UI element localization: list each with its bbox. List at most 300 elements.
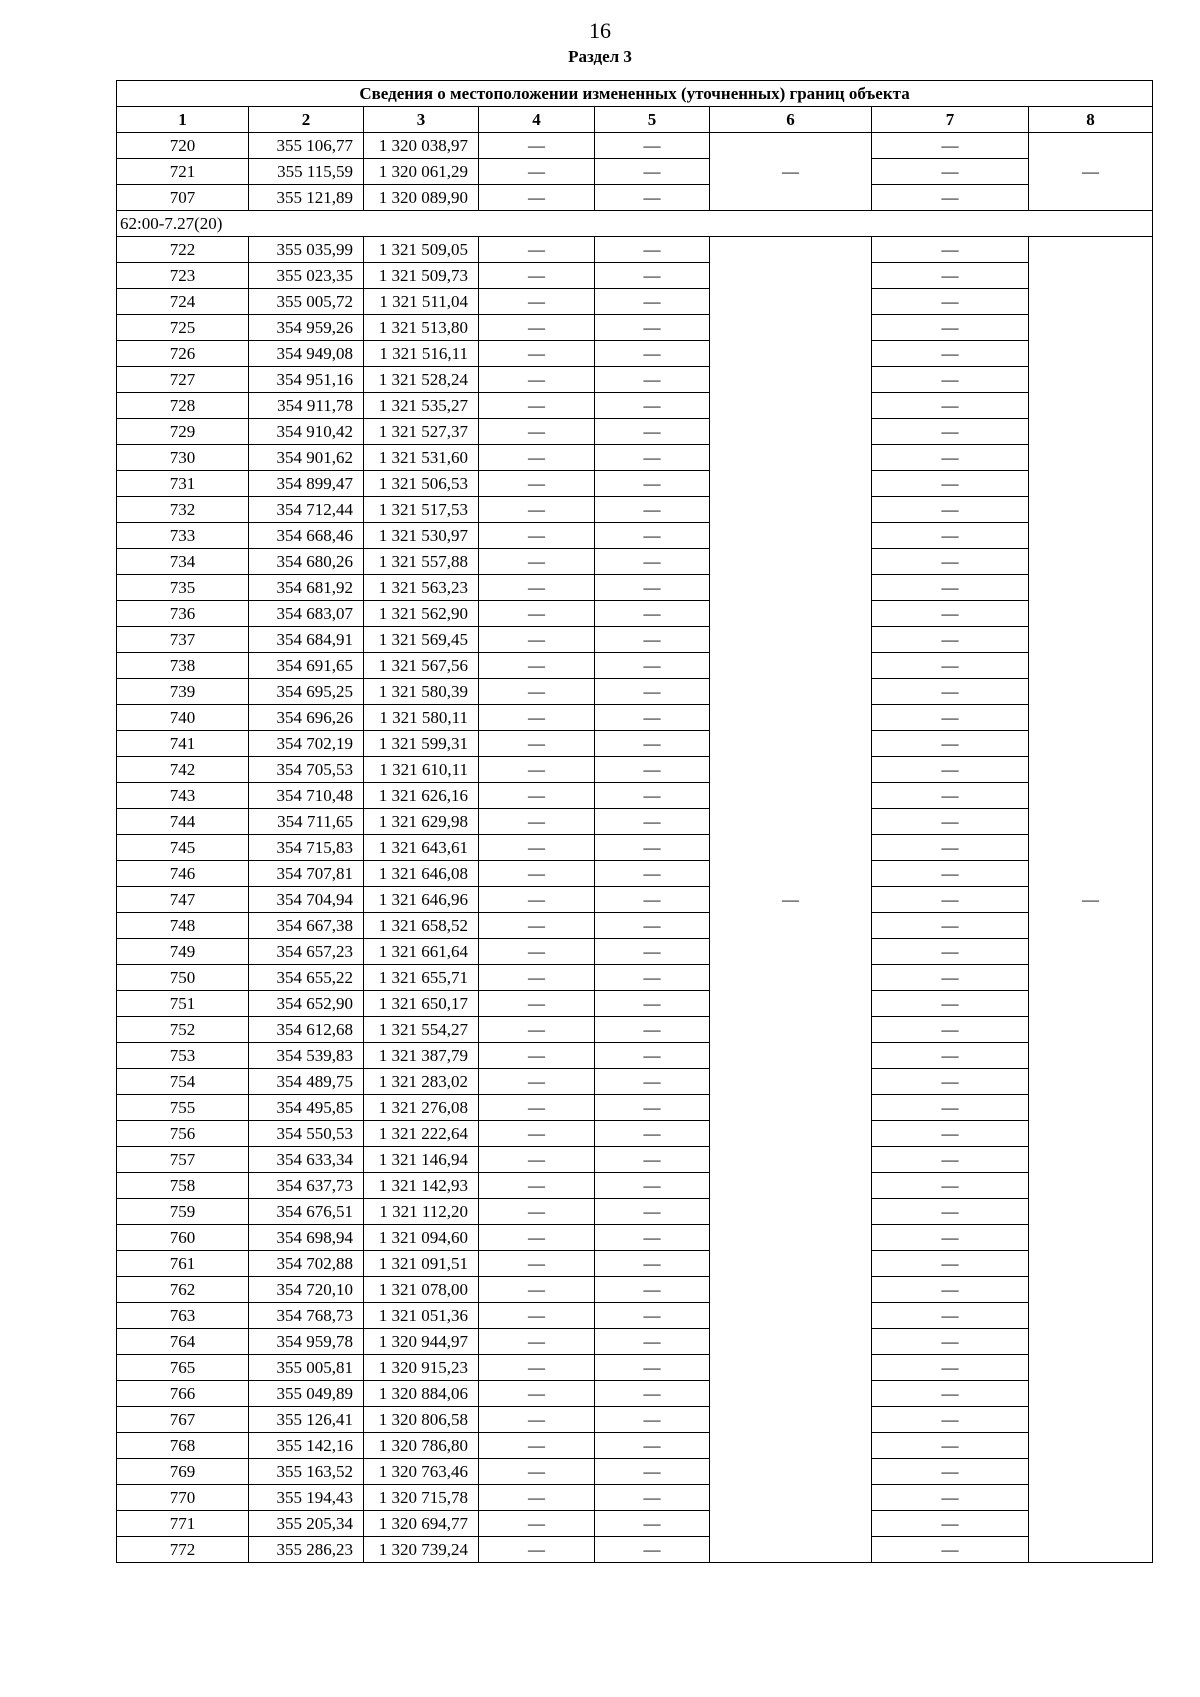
column-4-value: — <box>479 1199 595 1225</box>
coordinate-x: 354 910,42 <box>249 419 364 445</box>
table-row <box>117 1225 1153 1251</box>
column-5-value: — <box>595 523 710 549</box>
table-row <box>117 289 1153 315</box>
coordinate-x: 354 680,26 <box>249 549 364 575</box>
coordinate-y: 1 321 509,73 <box>364 263 479 289</box>
table-row <box>117 159 1153 185</box>
column-4-value: — <box>479 1225 595 1251</box>
point-number: 737 <box>117 627 249 653</box>
coordinate-y: 1 321 511,04 <box>364 289 479 315</box>
coordinate-x: 355 126,41 <box>249 1407 364 1433</box>
column-4-value: — <box>479 1407 595 1433</box>
coordinate-y: 1 321 142,93 <box>364 1173 479 1199</box>
column-7-value: — <box>872 1433 1029 1459</box>
column-4-value: — <box>479 705 595 731</box>
coordinate-y: 1 320 715,78 <box>364 1485 479 1511</box>
column-4-value: — <box>479 939 595 965</box>
coordinate-x: 354 899,47 <box>249 471 364 497</box>
column-5-value: — <box>595 991 710 1017</box>
column-4-value: — <box>479 367 595 393</box>
column-7-value: — <box>872 783 1029 809</box>
coordinate-x: 354 702,88 <box>249 1251 364 1277</box>
point-number: 725 <box>117 315 249 341</box>
column-4-value: — <box>479 1433 595 1459</box>
coordinate-y: 1 321 094,60 <box>364 1225 479 1251</box>
column-4-value: — <box>479 757 595 783</box>
column-4-value: — <box>479 471 595 497</box>
column-6-merged-value: — <box>710 133 872 211</box>
point-number: 746 <box>117 861 249 887</box>
column-4-value: — <box>479 133 595 159</box>
column-7-value: — <box>872 393 1029 419</box>
coordinate-x: 354 712,44 <box>249 497 364 523</box>
column-6-merged-value: — <box>710 237 872 1563</box>
column-5-value: — <box>595 1095 710 1121</box>
table-row <box>117 705 1153 731</box>
coordinate-y: 1 321 222,64 <box>364 1121 479 1147</box>
column-4-value: — <box>479 289 595 315</box>
coordinate-x: 355 205,34 <box>249 1511 364 1537</box>
coordinate-x: 354 720,10 <box>249 1277 364 1303</box>
point-number: 754 <box>117 1069 249 1095</box>
point-number: 762 <box>117 1277 249 1303</box>
coordinate-x: 354 683,07 <box>249 601 364 627</box>
column-4-value: — <box>479 1069 595 1095</box>
table-row <box>117 393 1153 419</box>
coordinate-y: 1 321 506,53 <box>364 471 479 497</box>
column-5-value: — <box>595 757 710 783</box>
point-number: 772 <box>117 1537 249 1563</box>
table-row <box>117 1459 1153 1485</box>
coordinate-x: 354 901,62 <box>249 445 364 471</box>
column-4-value: — <box>479 523 595 549</box>
coordinate-x: 354 676,51 <box>249 1199 364 1225</box>
table-row <box>117 1407 1153 1433</box>
table-row <box>117 627 1153 653</box>
column-5-value: — <box>595 471 710 497</box>
column-5-value: — <box>595 783 710 809</box>
coordinate-x: 354 691,65 <box>249 653 364 679</box>
column-5-value: — <box>595 497 710 523</box>
coordinate-x: 354 696,26 <box>249 705 364 731</box>
column-7-value: — <box>872 1225 1029 1251</box>
column-7-value: — <box>872 289 1029 315</box>
column-5-value: — <box>595 133 710 159</box>
column-5-value: — <box>595 1121 710 1147</box>
column-4-value: — <box>479 887 595 913</box>
table-row <box>117 1329 1153 1355</box>
coordinate-y: 1 321 051,36 <box>364 1303 479 1329</box>
table-row <box>117 185 1153 211</box>
table-row <box>117 731 1153 757</box>
column-5-value: — <box>595 1485 710 1511</box>
coordinate-y: 1 321 562,90 <box>364 601 479 627</box>
column-5-value: — <box>595 1017 710 1043</box>
coordinate-x: 355 286,23 <box>249 1537 364 1563</box>
column-5-value: — <box>595 1147 710 1173</box>
table-row <box>117 835 1153 861</box>
table-row <box>117 1069 1153 1095</box>
coordinate-x: 355 194,43 <box>249 1485 364 1511</box>
column-4-value: — <box>479 159 595 185</box>
coordinate-x: 354 637,73 <box>249 1173 364 1199</box>
column-header: 3 <box>364 107 479 133</box>
coordinate-x: 354 657,23 <box>249 939 364 965</box>
table-row <box>117 1277 1153 1303</box>
point-number: 749 <box>117 939 249 965</box>
point-number: 766 <box>117 1381 249 1407</box>
column-header: 6 <box>710 107 872 133</box>
point-number: 771 <box>117 1511 249 1537</box>
point-number: 739 <box>117 679 249 705</box>
column-4-value: — <box>479 991 595 1017</box>
table-row <box>117 913 1153 939</box>
table-caption: Сведения о местоположении измененных (уточненных) границ объекта <box>117 81 1153 107</box>
coordinate-x: 355 142,16 <box>249 1433 364 1459</box>
column-5-value: — <box>595 809 710 835</box>
coordinate-x: 355 023,35 <box>249 263 364 289</box>
column-5-value: — <box>595 627 710 653</box>
column-5-value: — <box>595 913 710 939</box>
point-number: 733 <box>117 523 249 549</box>
coordinate-x: 355 163,52 <box>249 1459 364 1485</box>
column-7-value: — <box>872 1043 1029 1069</box>
column-7-value: — <box>872 1251 1029 1277</box>
column-4-value: — <box>479 1147 595 1173</box>
column-5-value: — <box>595 341 710 367</box>
point-number: 768 <box>117 1433 249 1459</box>
table-row <box>117 1381 1153 1407</box>
column-4-value: — <box>479 1511 595 1537</box>
column-4-value: — <box>479 237 595 263</box>
column-7-value: — <box>872 1537 1029 1563</box>
coordinate-y: 1 321 567,56 <box>364 653 479 679</box>
coordinate-x: 354 702,19 <box>249 731 364 757</box>
coordinate-x: 354 704,94 <box>249 887 364 913</box>
column-4-value: — <box>479 1537 595 1563</box>
column-4-value: — <box>479 1381 595 1407</box>
column-4-value: — <box>479 1121 595 1147</box>
coordinate-y: 1 321 563,23 <box>364 575 479 601</box>
column-header: 5 <box>595 107 710 133</box>
coordinate-x: 355 005,81 <box>249 1355 364 1381</box>
column-7-value: — <box>872 1303 1029 1329</box>
coordinate-y: 1 320 806,58 <box>364 1407 479 1433</box>
column-4-value: — <box>479 575 595 601</box>
coordinate-y: 1 321 528,24 <box>364 367 479 393</box>
column-7-value: — <box>872 523 1029 549</box>
column-5-value: — <box>595 549 710 575</box>
column-7-value: — <box>872 965 1029 991</box>
point-number: 732 <box>117 497 249 523</box>
column-5-value: — <box>595 835 710 861</box>
column-7-value: — <box>872 601 1029 627</box>
table-row <box>117 1355 1153 1381</box>
coordinate-y: 1 321 527,37 <box>364 419 479 445</box>
column-4-value: — <box>479 549 595 575</box>
column-7-value: — <box>872 1095 1029 1121</box>
table-header-row <box>117 107 1153 133</box>
column-4-value: — <box>479 1303 595 1329</box>
table-row <box>117 939 1153 965</box>
table-row <box>117 653 1153 679</box>
point-number: 743 <box>117 783 249 809</box>
table-row <box>117 549 1153 575</box>
coordinate-x: 354 612,68 <box>249 1017 364 1043</box>
column-7-value: — <box>872 497 1029 523</box>
column-4-value: — <box>479 835 595 861</box>
column-5-value: — <box>595 1225 710 1251</box>
coordinate-y: 1 321 580,39 <box>364 679 479 705</box>
coordinate-x: 354 707,81 <box>249 861 364 887</box>
column-7-value: — <box>872 133 1029 159</box>
column-4-value: — <box>479 1329 595 1355</box>
column-5-value: — <box>595 1433 710 1459</box>
column-7-value: — <box>872 1329 1029 1355</box>
coordinate-y: 1 321 283,02 <box>364 1069 479 1095</box>
table-body <box>117 133 1153 1563</box>
column-7-value: — <box>872 1173 1029 1199</box>
column-5-value: — <box>595 1069 710 1095</box>
column-header: 7 <box>872 107 1029 133</box>
coordinate-y: 1 321 146,94 <box>364 1147 479 1173</box>
point-number: 722 <box>117 237 249 263</box>
coordinate-x: 354 710,48 <box>249 783 364 809</box>
point-number: 750 <box>117 965 249 991</box>
column-4-value: — <box>479 1017 595 1043</box>
table-row <box>117 471 1153 497</box>
column-5-value: — <box>595 367 710 393</box>
point-number: 747 <box>117 887 249 913</box>
point-number: 724 <box>117 289 249 315</box>
coordinate-y: 1 320 089,90 <box>364 185 479 211</box>
table-row <box>117 575 1153 601</box>
boundary-coordinates-table <box>116 80 1153 1563</box>
column-7-value: — <box>872 237 1029 263</box>
point-number: 745 <box>117 835 249 861</box>
coordinate-y: 1 320 739,24 <box>364 1537 479 1563</box>
column-4-value: — <box>479 965 595 991</box>
point-number: 727 <box>117 367 249 393</box>
coordinate-y: 1 321 387,79 <box>364 1043 479 1069</box>
table-row <box>117 1017 1153 1043</box>
column-4-value: — <box>479 185 595 211</box>
table-row <box>117 809 1153 835</box>
coordinate-x: 354 949,08 <box>249 341 364 367</box>
coordinate-y: 1 321 650,17 <box>364 991 479 1017</box>
coordinate-x: 354 911,78 <box>249 393 364 419</box>
point-number: 763 <box>117 1303 249 1329</box>
point-number: 761 <box>117 1251 249 1277</box>
column-4-value: — <box>479 679 595 705</box>
column-7-value: — <box>872 913 1029 939</box>
point-number: 753 <box>117 1043 249 1069</box>
coordinate-y: 1 321 658,52 <box>364 913 479 939</box>
column-5-value: — <box>595 1173 710 1199</box>
coordinate-x: 354 684,91 <box>249 627 364 653</box>
coordinate-y: 1 321 646,96 <box>364 887 479 913</box>
section-title: Раздел 3 <box>568 47 632 66</box>
coordinate-y: 1 321 530,97 <box>364 523 479 549</box>
coordinate-y: 1 321 646,08 <box>364 861 479 887</box>
column-5-value: — <box>595 445 710 471</box>
point-number: 738 <box>117 653 249 679</box>
column-4-value: — <box>479 601 595 627</box>
table-row <box>117 887 1153 913</box>
column-header: 8 <box>1029 107 1153 133</box>
coordinate-y: 1 321 513,80 <box>364 315 479 341</box>
column-5-value: — <box>595 237 710 263</box>
column-4-value: — <box>479 731 595 757</box>
coordinate-y: 1 321 661,64 <box>364 939 479 965</box>
point-number: 765 <box>117 1355 249 1381</box>
coordinate-y: 1 321 610,11 <box>364 757 479 783</box>
coordinate-y: 1 321 078,00 <box>364 1277 479 1303</box>
point-number: 764 <box>117 1329 249 1355</box>
column-7-value: — <box>872 1277 1029 1303</box>
table-row <box>117 1537 1153 1563</box>
table-row <box>117 1095 1153 1121</box>
table-row <box>117 965 1153 991</box>
table-row <box>117 991 1153 1017</box>
column-5-value: — <box>595 1459 710 1485</box>
table-row <box>117 367 1153 393</box>
table-row <box>117 861 1153 887</box>
coordinate-y: 1 321 535,27 <box>364 393 479 419</box>
coordinate-y: 1 321 655,71 <box>364 965 479 991</box>
point-number: 731 <box>117 471 249 497</box>
point-number: 740 <box>117 705 249 731</box>
column-7-value: — <box>872 367 1029 393</box>
column-7-value: — <box>872 471 1029 497</box>
column-7-value: — <box>872 185 1029 211</box>
coordinate-x: 354 711,65 <box>249 809 364 835</box>
coordinate-y: 1 321 509,05 <box>364 237 479 263</box>
table-row <box>117 133 1153 159</box>
coordinate-x: 354 951,16 <box>249 367 364 393</box>
column-5-value: — <box>595 419 710 445</box>
column-7-value: — <box>872 1511 1029 1537</box>
column-7-value: — <box>872 341 1029 367</box>
column-5-value: — <box>595 1329 710 1355</box>
column-7-value: — <box>872 1017 1029 1043</box>
column-4-value: — <box>479 913 595 939</box>
point-number: 744 <box>117 809 249 835</box>
column-7-value: — <box>872 757 1029 783</box>
point-number: 736 <box>117 601 249 627</box>
point-number: 730 <box>117 445 249 471</box>
column-4-value: — <box>479 1459 595 1485</box>
table-row <box>117 783 1153 809</box>
coordinate-x: 355 115,59 <box>249 159 364 185</box>
coordinate-x: 354 681,92 <box>249 575 364 601</box>
column-4-value: — <box>479 1043 595 1069</box>
column-4-value: — <box>479 1251 595 1277</box>
point-number: 707 <box>117 185 249 211</box>
column-7-value: — <box>872 1199 1029 1225</box>
point-number: 748 <box>117 913 249 939</box>
column-5-value: — <box>595 263 710 289</box>
column-4-value: — <box>479 627 595 653</box>
table-row <box>117 1511 1153 1537</box>
coordinate-y: 1 321 580,11 <box>364 705 479 731</box>
coordinate-y: 1 320 038,97 <box>364 133 479 159</box>
coordinate-x: 354 539,83 <box>249 1043 364 1069</box>
column-4-value: — <box>479 783 595 809</box>
column-4-value: — <box>479 809 595 835</box>
column-4-value: — <box>479 419 595 445</box>
column-8-merged-value: — <box>1029 237 1153 1563</box>
column-5-value: — <box>595 731 710 757</box>
table-row <box>117 757 1153 783</box>
column-7-value: — <box>872 991 1029 1017</box>
column-7-value: — <box>872 575 1029 601</box>
table-row <box>117 679 1153 705</box>
coordinate-y: 1 321 516,11 <box>364 341 479 367</box>
point-number: 735 <box>117 575 249 601</box>
column-4-value: — <box>479 1277 595 1303</box>
table-row <box>117 237 1153 263</box>
column-4-value: — <box>479 1485 595 1511</box>
point-number: 760 <box>117 1225 249 1251</box>
column-5-value: — <box>595 159 710 185</box>
table-row <box>117 497 1153 523</box>
table-row <box>117 1043 1153 1069</box>
point-number: 720 <box>117 133 249 159</box>
point-number: 756 <box>117 1121 249 1147</box>
coordinate-y: 1 320 694,77 <box>364 1511 479 1537</box>
column-7-value: — <box>872 1121 1029 1147</box>
column-7-value: — <box>872 705 1029 731</box>
column-5-value: — <box>595 887 710 913</box>
coordinate-y: 1 321 569,45 <box>364 627 479 653</box>
point-number: 742 <box>117 757 249 783</box>
column-8-merged-value: — <box>1029 133 1153 211</box>
coordinate-x: 354 768,73 <box>249 1303 364 1329</box>
table-row <box>117 1303 1153 1329</box>
table-row <box>117 1147 1153 1173</box>
column-5-value: — <box>595 1303 710 1329</box>
column-7-value: — <box>872 1147 1029 1173</box>
table-row <box>117 1251 1153 1277</box>
coordinate-y: 1 321 112,20 <box>364 1199 479 1225</box>
column-4-value: — <box>479 315 595 341</box>
column-5-value: — <box>595 705 710 731</box>
column-7-value: — <box>872 1407 1029 1433</box>
point-number: 769 <box>117 1459 249 1485</box>
column-5-value: — <box>595 1511 710 1537</box>
coordinate-x: 355 005,72 <box>249 289 364 315</box>
point-number: 726 <box>117 341 249 367</box>
coordinate-x: 354 489,75 <box>249 1069 364 1095</box>
column-7-value: — <box>872 1485 1029 1511</box>
point-number: 734 <box>117 549 249 575</box>
coordinate-x: 355 035,99 <box>249 237 364 263</box>
coordinate-y: 1 320 786,80 <box>364 1433 479 1459</box>
column-7-value: — <box>872 627 1029 653</box>
table-row <box>117 601 1153 627</box>
column-5-value: — <box>595 861 710 887</box>
column-5-value: — <box>595 653 710 679</box>
column-7-value: — <box>872 263 1029 289</box>
column-5-value: — <box>595 1381 710 1407</box>
column-7-value: — <box>872 679 1029 705</box>
column-5-value: — <box>595 939 710 965</box>
coordinate-x: 354 633,34 <box>249 1147 364 1173</box>
page-number: 16 <box>589 18 611 43</box>
table-row <box>117 419 1153 445</box>
coordinate-x: 355 121,89 <box>249 185 364 211</box>
